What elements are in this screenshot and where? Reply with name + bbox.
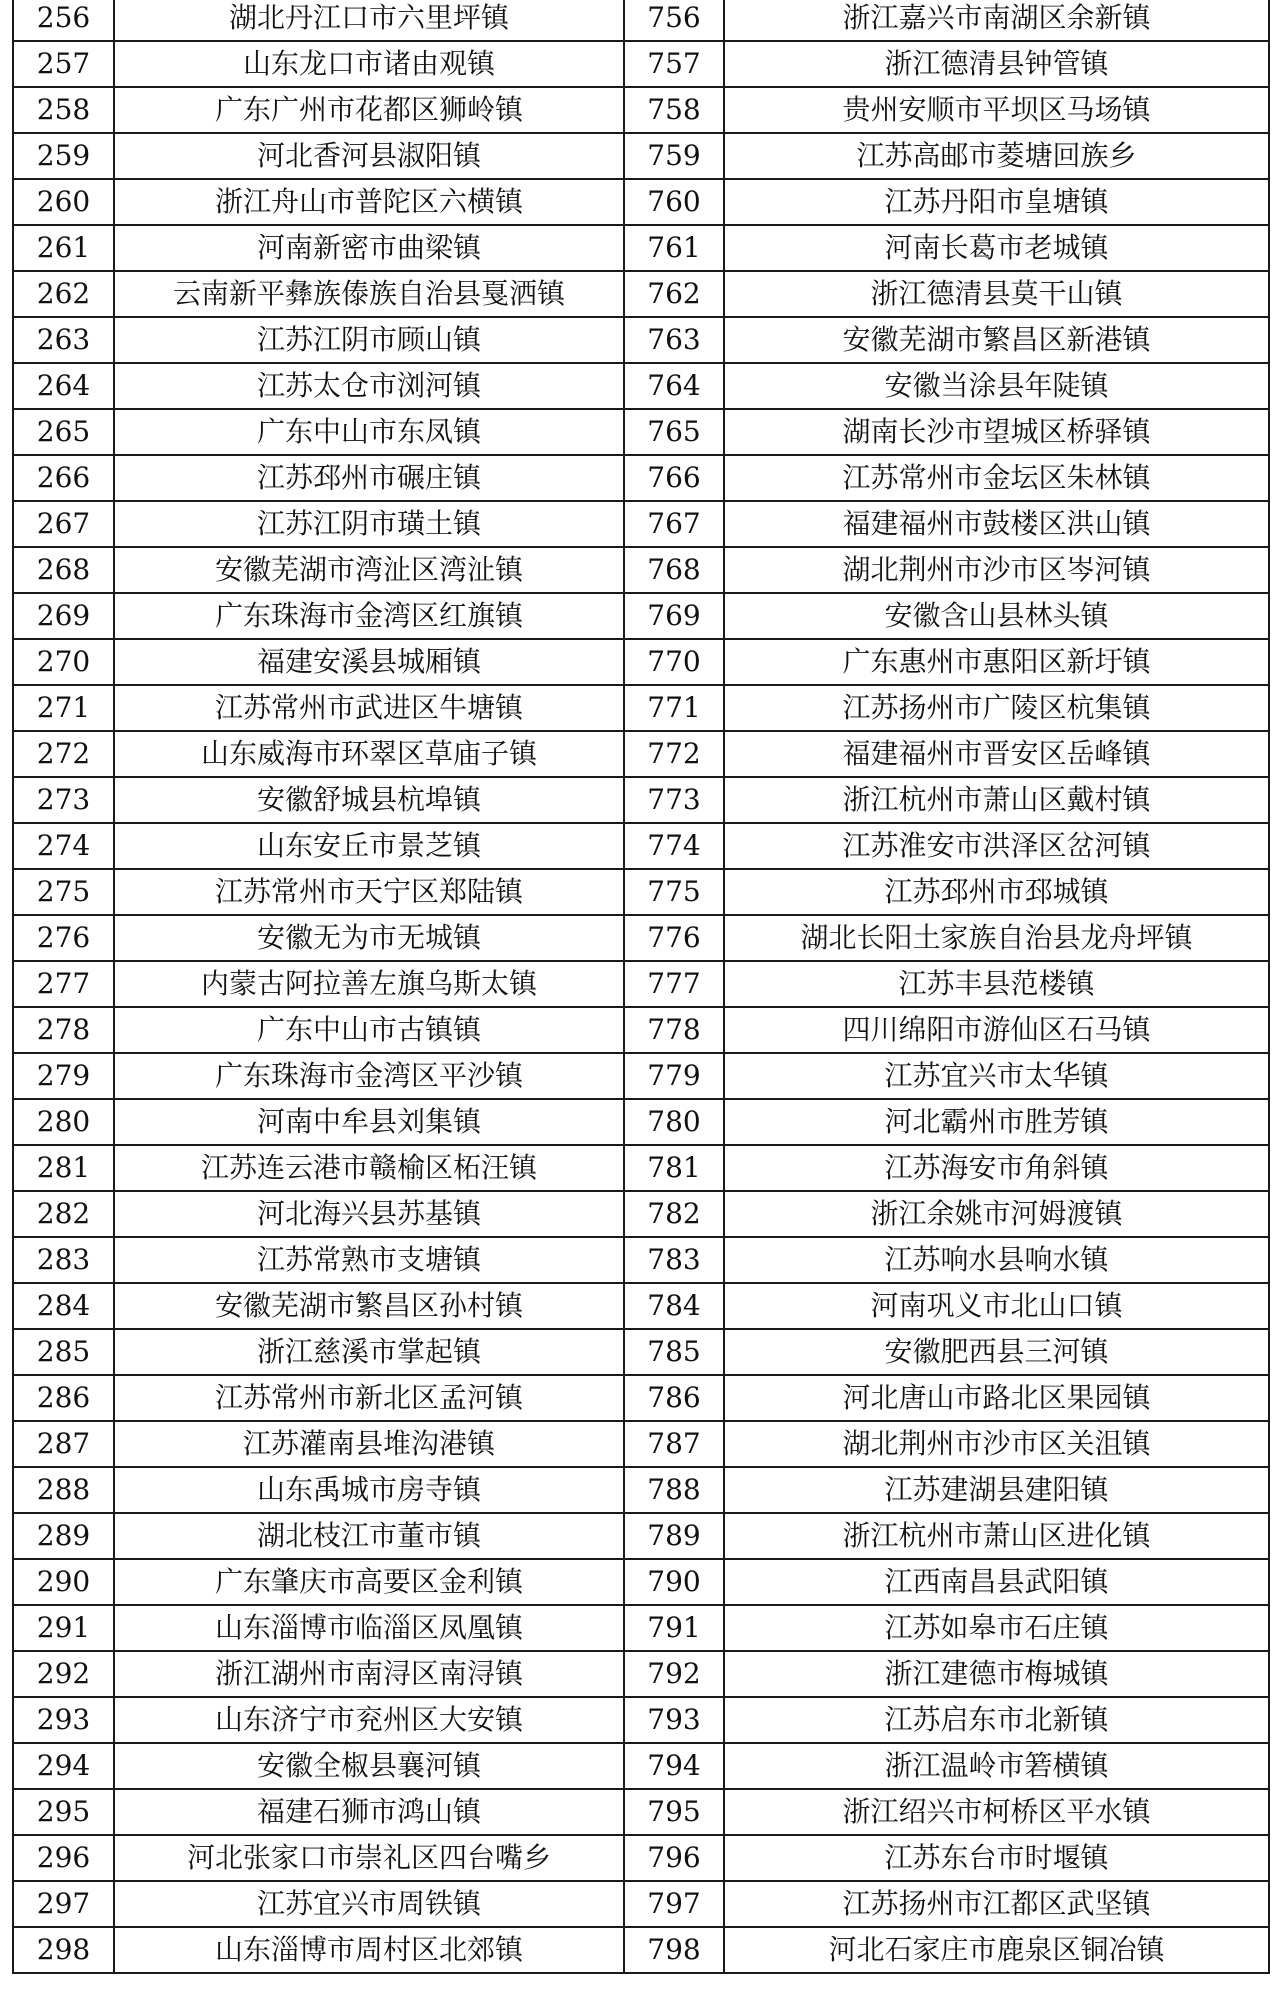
left-town-name-cell: 湖北丹江口市六里坪镇 xyxy=(114,0,624,41)
right-number-cell: 773 xyxy=(624,777,724,823)
right-number-cell: 774 xyxy=(624,823,724,869)
left-number-cell: 282 xyxy=(13,1191,114,1237)
left-town-name-cell: 山东禹城市房寺镇 xyxy=(114,1467,624,1513)
left-number-cell: 284 xyxy=(13,1283,114,1329)
left-town-name-cell: 江苏太仓市浏河镇 xyxy=(114,363,624,409)
table-row xyxy=(13,501,1269,547)
left-town-name-cell: 安徽全椒县襄河镇 xyxy=(114,1743,624,1789)
left-town-name-cell: 湖北枝江市董市镇 xyxy=(114,1513,624,1559)
left-number-cell: 267 xyxy=(13,501,114,547)
right-number-cell: 783 xyxy=(624,1237,724,1283)
left-town-name-cell: 广东广州市花都区狮岭镇 xyxy=(114,87,624,133)
left-number-cell: 285 xyxy=(13,1329,114,1375)
table-row xyxy=(13,179,1269,225)
left-town-name-cell: 安徽芜湖市湾沚区湾沚镇 xyxy=(114,547,624,593)
right-number-cell: 792 xyxy=(624,1651,724,1697)
right-number-cell: 786 xyxy=(624,1375,724,1421)
left-town-name-cell: 山东济宁市兖州区大安镇 xyxy=(114,1697,624,1743)
left-town-name-cell: 河南中牟县刘集镇 xyxy=(114,1099,624,1145)
right-town-name-cell: 浙江杭州市萧山区进化镇 xyxy=(724,1513,1269,1559)
table-row xyxy=(13,593,1269,639)
table-row xyxy=(13,1513,1269,1559)
left-number-cell: 295 xyxy=(13,1789,114,1835)
left-number-cell: 298 xyxy=(13,1927,114,1973)
left-number-cell: 272 xyxy=(13,731,114,777)
right-town-name-cell: 湖北荆州市沙市区关沮镇 xyxy=(724,1421,1269,1467)
left-town-name-cell: 浙江舟山市普陀区六横镇 xyxy=(114,179,624,225)
right-number-cell: 790 xyxy=(624,1559,724,1605)
left-town-name-cell: 河北张家口市崇礼区四台嘴乡 xyxy=(114,1835,624,1881)
table-row xyxy=(13,915,1269,961)
table-body xyxy=(13,0,1269,1973)
right-number-cell: 768 xyxy=(624,547,724,593)
right-town-name-cell: 江苏高邮市菱塘回族乡 xyxy=(724,133,1269,179)
table-row xyxy=(13,0,1269,41)
right-town-name-cell: 江苏建湖县建阳镇 xyxy=(724,1467,1269,1513)
table-row xyxy=(13,961,1269,1007)
left-number-cell: 297 xyxy=(13,1881,114,1927)
left-number-cell: 270 xyxy=(13,639,114,685)
left-town-name-cell: 福建石狮市鸿山镇 xyxy=(114,1789,624,1835)
table-row xyxy=(13,1743,1269,1789)
table-row xyxy=(13,41,1269,87)
right-town-name-cell: 安徽含山县林头镇 xyxy=(724,593,1269,639)
right-town-name-cell: 江苏启东市北新镇 xyxy=(724,1697,1269,1743)
table-row xyxy=(13,1053,1269,1099)
left-town-name-cell: 江苏邳州市碾庄镇 xyxy=(114,455,624,501)
left-town-name-cell: 广东珠海市金湾区红旗镇 xyxy=(114,593,624,639)
left-number-cell: 269 xyxy=(13,593,114,639)
right-town-name-cell: 江西南昌县武阳镇 xyxy=(724,1559,1269,1605)
left-town-name-cell: 安徽芜湖市繁昌区孙村镇 xyxy=(114,1283,624,1329)
left-number-cell: 264 xyxy=(13,363,114,409)
left-town-name-cell: 浙江慈溪市掌起镇 xyxy=(114,1329,624,1375)
left-number-cell: 290 xyxy=(13,1559,114,1605)
left-number-cell: 287 xyxy=(13,1421,114,1467)
right-town-name-cell: 江苏邳州市邳城镇 xyxy=(724,869,1269,915)
right-number-cell: 770 xyxy=(624,639,724,685)
left-town-name-cell: 河北海兴县苏基镇 xyxy=(114,1191,624,1237)
right-town-name-cell: 浙江温岭市箬横镇 xyxy=(724,1743,1269,1789)
left-town-name-cell: 江苏常州市武进区牛塘镇 xyxy=(114,685,624,731)
right-town-name-cell: 福建福州市鼓楼区洪山镇 xyxy=(724,501,1269,547)
table-row xyxy=(13,777,1269,823)
table-row xyxy=(13,639,1269,685)
right-number-cell: 766 xyxy=(624,455,724,501)
left-town-name-cell: 山东淄博市周村区北郊镇 xyxy=(114,1927,624,1973)
left-number-cell: 283 xyxy=(13,1237,114,1283)
right-number-cell: 788 xyxy=(624,1467,724,1513)
right-town-name-cell: 河北唐山市路北区果园镇 xyxy=(724,1375,1269,1421)
right-number-cell: 796 xyxy=(624,1835,724,1881)
left-number-cell: 294 xyxy=(13,1743,114,1789)
table-row xyxy=(13,1605,1269,1651)
right-town-name-cell: 浙江德清县莫干山镇 xyxy=(724,271,1269,317)
table-row xyxy=(13,1375,1269,1421)
left-number-cell: 265 xyxy=(13,409,114,455)
right-number-cell: 797 xyxy=(624,1881,724,1927)
right-number-cell: 795 xyxy=(624,1789,724,1835)
left-town-name-cell: 河北香河县淑阳镇 xyxy=(114,133,624,179)
table-row xyxy=(13,1145,1269,1191)
right-number-cell: 772 xyxy=(624,731,724,777)
table-row xyxy=(13,1559,1269,1605)
left-town-name-cell: 广东珠海市金湾区平沙镇 xyxy=(114,1053,624,1099)
right-town-name-cell: 浙江余姚市河姆渡镇 xyxy=(724,1191,1269,1237)
left-number-cell: 286 xyxy=(13,1375,114,1421)
left-number-cell: 293 xyxy=(13,1697,114,1743)
left-town-name-cell: 江苏灌南县堆沟港镇 xyxy=(114,1421,624,1467)
table-row xyxy=(13,317,1269,363)
left-town-name-cell: 福建安溪县城厢镇 xyxy=(114,639,624,685)
right-number-cell: 781 xyxy=(624,1145,724,1191)
left-number-cell: 268 xyxy=(13,547,114,593)
right-town-name-cell: 河北石家庄市鹿泉区铜冶镇 xyxy=(724,1927,1269,1973)
table-row xyxy=(13,685,1269,731)
table-row xyxy=(13,225,1269,271)
table-row xyxy=(13,1697,1269,1743)
table-row xyxy=(13,731,1269,777)
right-town-name-cell: 湖北荆州市沙市区岑河镇 xyxy=(724,547,1269,593)
right-town-name-cell: 浙江德清县钟管镇 xyxy=(724,41,1269,87)
left-town-name-cell: 浙江湖州市南浔区南浔镇 xyxy=(114,1651,624,1697)
right-number-cell: 787 xyxy=(624,1421,724,1467)
right-number-cell: 767 xyxy=(624,501,724,547)
right-town-name-cell: 江苏宜兴市太华镇 xyxy=(724,1053,1269,1099)
right-number-cell: 777 xyxy=(624,961,724,1007)
right-town-name-cell: 福建福州市晋安区岳峰镇 xyxy=(724,731,1269,777)
right-town-name-cell: 江苏东台市时堰镇 xyxy=(724,1835,1269,1881)
left-number-cell: 273 xyxy=(13,777,114,823)
left-number-cell: 278 xyxy=(13,1007,114,1053)
left-town-name-cell: 江苏常州市天宁区郑陆镇 xyxy=(114,869,624,915)
left-town-name-cell: 山东龙口市诸由观镇 xyxy=(114,41,624,87)
left-town-name-cell: 广东中山市古镇镇 xyxy=(114,1007,624,1053)
table-row xyxy=(13,1237,1269,1283)
left-town-name-cell: 江苏宜兴市周铁镇 xyxy=(114,1881,624,1927)
right-number-cell: 780 xyxy=(624,1099,724,1145)
right-number-cell: 785 xyxy=(624,1329,724,1375)
left-number-cell: 256 xyxy=(13,0,114,41)
right-town-name-cell: 浙江绍兴市柯桥区平水镇 xyxy=(724,1789,1269,1835)
right-town-name-cell: 广东惠州市惠阳区新圩镇 xyxy=(724,639,1269,685)
right-number-cell: 758 xyxy=(624,87,724,133)
left-number-cell: 291 xyxy=(13,1605,114,1651)
right-town-name-cell: 江苏常州市金坛区朱林镇 xyxy=(724,455,1269,501)
table-row xyxy=(13,409,1269,455)
right-town-name-cell: 浙江嘉兴市南湖区余新镇 xyxy=(724,0,1269,41)
right-number-cell: 776 xyxy=(624,915,724,961)
table-row xyxy=(13,869,1269,915)
left-number-cell: 260 xyxy=(13,179,114,225)
right-town-name-cell: 江苏扬州市广陵区杭集镇 xyxy=(724,685,1269,731)
left-town-name-cell: 山东淄博市临淄区凤凰镇 xyxy=(114,1605,624,1651)
table-row xyxy=(13,363,1269,409)
right-number-cell: 771 xyxy=(624,685,724,731)
right-number-cell: 789 xyxy=(624,1513,724,1559)
right-town-name-cell: 江苏如皋市石庄镇 xyxy=(724,1605,1269,1651)
right-town-name-cell: 湖北长阳土家族自治县龙舟坪镇 xyxy=(724,915,1269,961)
left-number-cell: 281 xyxy=(13,1145,114,1191)
table-row xyxy=(13,547,1269,593)
table-row xyxy=(13,1421,1269,1467)
left-number-cell: 262 xyxy=(13,271,114,317)
right-number-cell: 759 xyxy=(624,133,724,179)
right-number-cell: 760 xyxy=(624,179,724,225)
table-row xyxy=(13,133,1269,179)
left-town-name-cell: 江苏常州市新北区孟河镇 xyxy=(114,1375,624,1421)
right-number-cell: 791 xyxy=(624,1605,724,1651)
left-number-cell: 258 xyxy=(13,87,114,133)
right-town-name-cell: 江苏海安市角斜镇 xyxy=(724,1145,1269,1191)
right-number-cell: 756 xyxy=(624,0,724,41)
right-town-name-cell: 江苏扬州市江都区武坚镇 xyxy=(724,1881,1269,1927)
left-number-cell: 296 xyxy=(13,1835,114,1881)
table-row xyxy=(13,1007,1269,1053)
left-number-cell: 274 xyxy=(13,823,114,869)
left-town-name-cell: 江苏江阴市璜土镇 xyxy=(114,501,624,547)
left-town-name-cell: 江苏连云港市赣榆区柘汪镇 xyxy=(114,1145,624,1191)
left-town-name-cell: 江苏常熟市支塘镇 xyxy=(114,1237,624,1283)
table-row xyxy=(13,1329,1269,1375)
table-row xyxy=(13,1191,1269,1237)
right-number-cell: 778 xyxy=(624,1007,724,1053)
right-town-name-cell: 江苏丹阳市皇塘镇 xyxy=(724,179,1269,225)
left-town-name-cell: 广东肇庆市高要区金利镇 xyxy=(114,1559,624,1605)
table-row xyxy=(13,271,1269,317)
right-town-name-cell: 浙江建德市梅城镇 xyxy=(724,1651,1269,1697)
left-number-cell: 288 xyxy=(13,1467,114,1513)
table-row xyxy=(13,1789,1269,1835)
left-town-name-cell: 河南新密市曲梁镇 xyxy=(114,225,624,271)
right-number-cell: 757 xyxy=(624,41,724,87)
table-row xyxy=(13,455,1269,501)
left-town-name-cell: 广东中山市东凤镇 xyxy=(114,409,624,455)
left-number-cell: 292 xyxy=(13,1651,114,1697)
right-town-name-cell: 安徽当涂县年陡镇 xyxy=(724,363,1269,409)
left-number-cell: 289 xyxy=(13,1513,114,1559)
right-town-name-cell: 四川绵阳市游仙区石马镇 xyxy=(724,1007,1269,1053)
town-list-table xyxy=(12,0,1270,1974)
left-number-cell: 271 xyxy=(13,685,114,731)
table-row xyxy=(13,1881,1269,1927)
left-town-name-cell: 山东威海市环翠区草庙子镇 xyxy=(114,731,624,777)
left-town-name-cell: 安徽舒城县杭埠镇 xyxy=(114,777,624,823)
right-town-name-cell: 河南长葛市老城镇 xyxy=(724,225,1269,271)
left-number-cell: 276 xyxy=(13,915,114,961)
left-number-cell: 280 xyxy=(13,1099,114,1145)
left-town-name-cell: 内蒙古阿拉善左旗乌斯太镇 xyxy=(114,961,624,1007)
right-number-cell: 779 xyxy=(624,1053,724,1099)
left-number-cell: 277 xyxy=(13,961,114,1007)
table-row xyxy=(13,823,1269,869)
right-town-name-cell: 安徽肥西县三河镇 xyxy=(724,1329,1269,1375)
right-number-cell: 775 xyxy=(624,869,724,915)
left-town-name-cell: 安徽无为市无城镇 xyxy=(114,915,624,961)
right-town-name-cell: 江苏响水县响水镇 xyxy=(724,1237,1269,1283)
left-town-name-cell: 云南新平彝族傣族自治县戛洒镇 xyxy=(114,271,624,317)
left-number-cell: 257 xyxy=(13,41,114,87)
right-number-cell: 763 xyxy=(624,317,724,363)
right-town-name-cell: 浙江杭州市萧山区戴村镇 xyxy=(724,777,1269,823)
table-row xyxy=(13,1283,1269,1329)
left-number-cell: 261 xyxy=(13,225,114,271)
right-town-name-cell: 河南巩义市北山口镇 xyxy=(724,1283,1269,1329)
table-row xyxy=(13,1651,1269,1697)
table-row xyxy=(13,87,1269,133)
right-number-cell: 784 xyxy=(624,1283,724,1329)
left-number-cell: 259 xyxy=(13,133,114,179)
right-town-name-cell: 湖南长沙市望城区桥驿镇 xyxy=(724,409,1269,455)
right-number-cell: 769 xyxy=(624,593,724,639)
table-row xyxy=(13,1467,1269,1513)
right-town-name-cell: 贵州安顺市平坝区马场镇 xyxy=(724,87,1269,133)
right-town-name-cell: 江苏丰县范楼镇 xyxy=(724,961,1269,1007)
right-number-cell: 793 xyxy=(624,1697,724,1743)
left-number-cell: 266 xyxy=(13,455,114,501)
right-town-name-cell: 江苏淮安市洪泽区岔河镇 xyxy=(724,823,1269,869)
left-number-cell: 263 xyxy=(13,317,114,363)
table-row xyxy=(13,1099,1269,1145)
right-town-name-cell: 安徽芜湖市繁昌区新港镇 xyxy=(724,317,1269,363)
right-number-cell: 762 xyxy=(624,271,724,317)
left-town-name-cell: 山东安丘市景芝镇 xyxy=(114,823,624,869)
right-number-cell: 782 xyxy=(624,1191,724,1237)
right-number-cell: 798 xyxy=(624,1927,724,1973)
left-number-cell: 279 xyxy=(13,1053,114,1099)
right-number-cell: 764 xyxy=(624,363,724,409)
table-row xyxy=(13,1835,1269,1881)
table-row xyxy=(13,1927,1269,1973)
right-number-cell: 765 xyxy=(624,409,724,455)
right-number-cell: 761 xyxy=(624,225,724,271)
right-town-name-cell: 河北霸州市胜芳镇 xyxy=(724,1099,1269,1145)
left-town-name-cell: 江苏江阴市顾山镇 xyxy=(114,317,624,363)
right-number-cell: 794 xyxy=(624,1743,724,1789)
left-number-cell: 275 xyxy=(13,869,114,915)
